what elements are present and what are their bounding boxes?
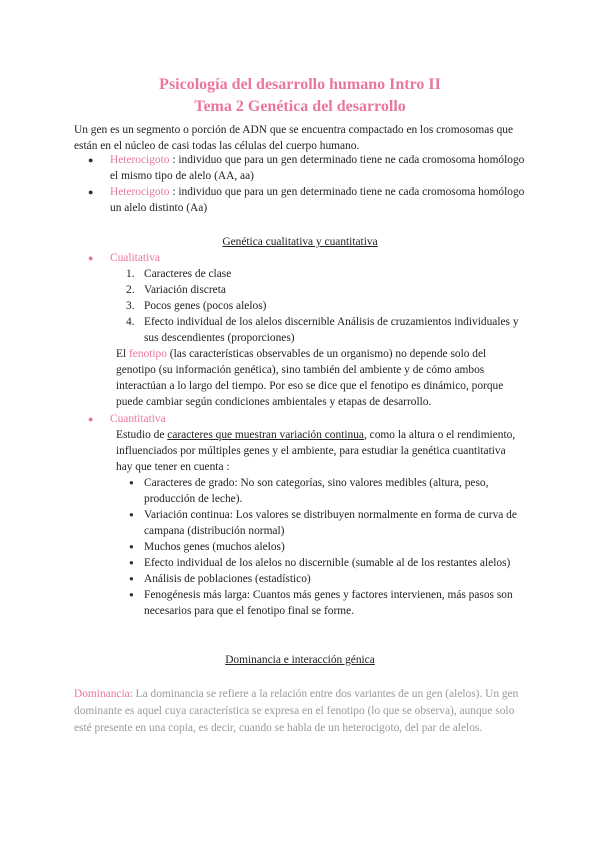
list-item: ● Caracteres de grado: No son categorías, sino valores medibles (altura, peso, producción de leche). [74, 475, 524, 507]
list-item [74, 250, 524, 266]
genetics-section [74, 250, 524, 619]
item-text: Variación discreta [144, 284, 226, 296]
section-heading: Dominancia e interacción génica [225, 654, 375, 666]
section-heading: Genética cualitativa y cuantitativa [222, 236, 378, 248]
text: El [116, 348, 129, 360]
list-item: ● Fenogénesis más larga: Cuantos más genes y factores intervienen, más pasos son necesarios para que el fenotipo final se forme. [74, 587, 524, 619]
list-item [74, 184, 526, 216]
text: Estudio de [116, 429, 168, 441]
document-title: Psicología del desarrollo humano Intro II [159, 76, 441, 93]
list-item: ● Muchos genes (muchos alelos) [74, 539, 524, 555]
list-item [74, 152, 526, 184]
list-item [74, 298, 524, 314]
intro-paragraph: Un gen es un segmento o porción de ADN que se encuentra compactado en los cromosomas que están en el núcleo de casi todas las células del cuerpo humano. [74, 124, 514, 152]
list-item: ● Variación continua: Los valores se distribuyen normalmente en forma de curva de campana (distribución normal) [74, 507, 524, 539]
text: (las características observables de un organismo) no depende solo del genotipo (su información genética), sino también del ambiente y de cómo ambos interactúan a lo largo del tiempo. Por eso se dice que el fenotipo es dinámico, porque puede cambiar según condiciones ambientales y etapas de desarrollo. [116, 348, 504, 408]
term: Heterocigoto [110, 154, 170, 166]
term: Dominancia [74, 688, 130, 700]
item-text: Caracteres de clase [144, 268, 232, 280]
term: Heterocigoto [110, 186, 170, 198]
definition: : individuo que para un gen determinado tiene ne cada cromosoma homólogo un alelo distinto (Aa) [110, 186, 525, 214]
list-item [74, 314, 524, 346]
item-number: 4. [126, 316, 135, 328]
list-item: ● Efecto individual de los alelos no discernible (sumable al de los restantes alelos) [74, 555, 524, 571]
list-item: ● Análisis de poblaciones (estadístico) [74, 571, 524, 587]
text: : La dominancia se refiere a la relación entre dos variantes de un gen (alelos). Un gen dominante es aquel cuya característica se expresa en el fenotipo (lo que se observa), aunque solo esté presente en una copia, es decir, cuando se habla de un heterocigoto, del par de alelos. [74, 688, 519, 734]
dominancia-paragraph [74, 686, 534, 737]
cuantitativa-label: Cuantitativa [110, 413, 166, 425]
fenotipo-paragraph [74, 346, 524, 410]
item-text: Pocos genes (pocos alelos) [144, 300, 267, 312]
cualitativa-label: Cualitativa [110, 252, 160, 264]
cualitativa-list [74, 266, 524, 346]
text: , como la altura o el rendimiento, influenciados por múltiples genes y el ambiente, para estudiar la genética cuantitativa hay que tener en cuenta : [116, 429, 516, 473]
definition: : individuo que para un gen determinado tiene ne cada cromosoma homólogo el mismo tipo de alelo (AA, aa) [110, 154, 525, 182]
cuantitativa-paragraph [74, 427, 524, 475]
item-number: 1. [126, 268, 135, 280]
item-number: 3. [126, 300, 135, 312]
list-item [74, 411, 524, 427]
cuantitativa-list [74, 475, 524, 619]
item-text: Efecto individual de los alelos discernible Análisis de cruzamientos individuales y sus descendientes (proporciones) [144, 316, 519, 344]
list-item [74, 282, 524, 298]
document-subtitle: Tema 2 Genética del desarrollo [194, 98, 406, 115]
term: fenotipo [128, 348, 167, 360]
underlined-text: caracteres que muestran variación continua [167, 429, 364, 441]
definition-list [74, 152, 526, 216]
item-number: 2. [126, 284, 135, 296]
list-item [74, 266, 524, 282]
